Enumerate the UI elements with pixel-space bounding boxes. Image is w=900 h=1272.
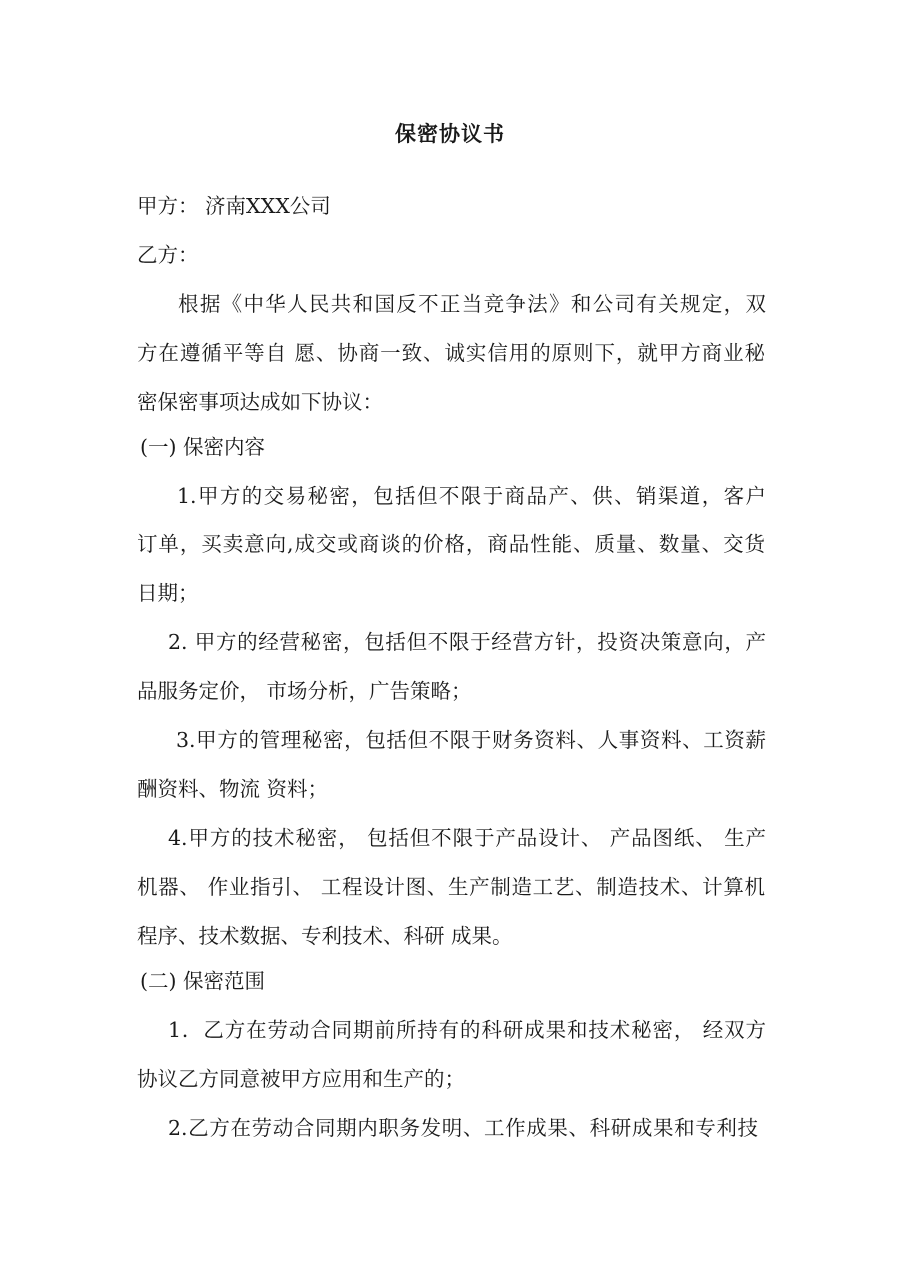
s1-item4-line1: 4.甲方的技术秘密， 包括但不限于产品设计、 产品图纸、 生产 [168,826,766,850]
s1-item1-line1: 1.甲方的交易秘密，包括但不限于商品产、供、销渠道，客户 [177,484,766,508]
s1-item1-line2: 订单，买卖意向,成交或商谈的价格，商品性能、质量、数量、交货 [137,532,765,556]
document-title: 保密协议书 [395,121,505,146]
section2-heading: (二) 保密范围 [140,969,266,993]
section1-heading: (一) 保密内容 [140,435,266,459]
party-a-line: 甲方： 济南XXX公司 [137,194,331,218]
intro-line-3: 密保密事项达成如下协议： [137,390,383,414]
s1-item3-line1: 3.甲方的管理秘密，包括但不限于财务资料、人事资料、工资薪 [176,728,766,752]
s1-item1-line3: 日期； [137,581,199,605]
s1-item4-line3: 程序、技术数据、专利技术、科研 成果。 [137,924,513,948]
s1-item4-line2: 机器、 作业指引、 工程设计图、生产制造工艺、制造技术、计算机 [137,875,765,899]
s2-item1-line2: 协议乙方同意被甲方应用和生产的； [137,1067,465,1091]
s2-item1-line1: 1．乙方在劳动合同期前所持有的科研成果和技术秘密， 经双方 [168,1018,766,1042]
s2-item2-line1: 2.乙方在劳动合同期内职务发明、工作成果、科研成果和专利技 [168,1116,758,1140]
intro-line-1: 根据《中华人民共和国反不正当竞争法》和公司有关规定，双 [178,292,766,316]
intro-line-2: 方在遵循平等自 愿、协商一致、诚实信用的原则下，就甲方商业秘 [137,341,765,365]
s1-item2-line2: 品服务定价， 市场分析，广告策略； [137,679,472,703]
s1-item3-line2: 酬资料、物流 资料； [137,777,329,801]
s1-item2-line1: 2. 甲方的经营秘密，包括但不限于经营方针，投资决策意向，产 [168,630,766,654]
party-b-line: 乙方： [137,243,199,267]
